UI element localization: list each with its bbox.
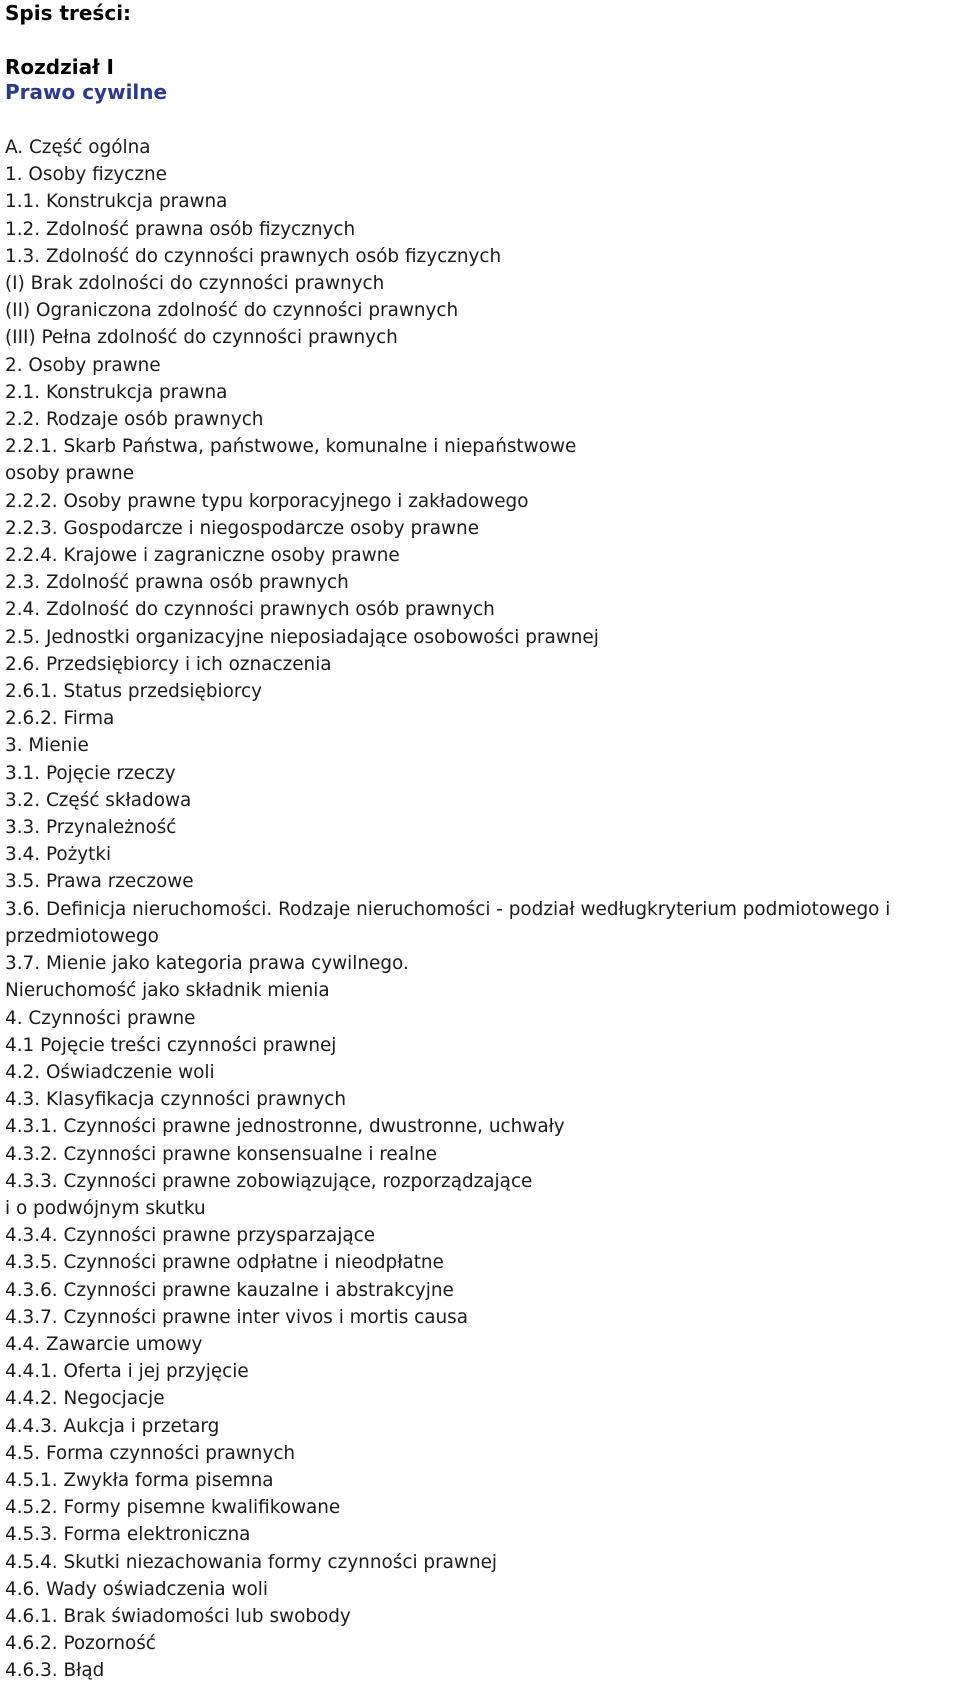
toc-entry: 4.6.2. Pozorność <box>5 1633 156 1655</box>
toc-entry: A. Część ogólna <box>5 137 151 158</box>
toc-entry: 2.6.2. Firma <box>5 708 115 730</box>
toc-entry: 2.6. Przedsiębiorcy i ich oznaczenia <box>5 653 332 675</box>
toc-entry: 2. Osoby prawne <box>5 354 161 376</box>
toc-entry: 4.5.3. Forma elektroniczna <box>5 1524 251 1546</box>
toc-entry: 4.4.3. Aukcja i przetarg <box>5 1415 220 1437</box>
toc-heading: Spis treści: <box>5 1 132 25</box>
toc-entry: 2.2.4. Krajowe i zagraniczne osoby prawne <box>5 545 400 567</box>
toc-entry: Nieruchomość jako składnik mienia <box>5 980 330 1002</box>
toc-entry: 4.3.6. Czynności prawne kauzalne i abstrakcyjne <box>5 1279 454 1301</box>
toc-entry: przedmiotowego <box>5 925 159 947</box>
toc-entry: 4.3.1. Czynności prawne jednostronne, dwustronne, uchwały <box>5 1116 565 1138</box>
toc-entry: 4.3.7. Czynności prawne inter vivos i mortis causa <box>5 1306 469 1328</box>
toc-entry: 1.3. Zdolność do czynności prawnych osób fizycznych <box>5 245 502 267</box>
chapter-label: Rozdział I <box>5 55 114 79</box>
toc-entry: 2.5. Jednostki organizacyjne nieposiadające osobowości prawnej <box>5 626 599 648</box>
toc-entry: 2.2.3. Gospodarcze i niegospodarcze osoby prawne <box>5 517 480 539</box>
toc-entry: osoby prawne <box>5 463 135 485</box>
toc-entry: 4.3. Klasyfikacja czynności prawnych <box>5 1089 347 1111</box>
toc-entry: 4.3.5. Czynności prawne odpłatne i nieodpłatne <box>5 1252 444 1274</box>
toc-entry: 4.3.2. Czynności prawne konsensualne i realne <box>5 1143 438 1165</box>
toc-entry: 1.2. Zdolność prawna osób fizycznych <box>5 218 356 240</box>
toc-entry: 2.2.2. Osoby prawne typu korporacyjnego i zakładowego <box>5 490 529 512</box>
toc-entry: 4.6. Wady oświadczenia woli <box>5 1578 269 1600</box>
toc-entry: 4.2. Oświadczenie woli <box>5 1061 215 1083</box>
toc-entry: 2.3. Zdolność prawna osób prawnych <box>5 572 349 594</box>
toc-entry: 2.4. Zdolność do czynności prawnych osób prawnych <box>5 599 495 621</box>
toc-entry-list <box>5 134 955 1685</box>
toc-entry: 3.5. Prawa rzeczowe <box>5 871 194 893</box>
toc-entry: 3. Mienie <box>5 735 89 757</box>
toc-entry: 2.2.1. Skarb Państwa, państwowe, komunalne i niepaństwowe <box>5 436 577 458</box>
toc-entry: 2.2. Rodzaje osób prawnych <box>5 409 264 431</box>
toc-entry: 4. Czynności prawne <box>5 1007 196 1029</box>
toc-entry: 1. Osoby fizyczne <box>5 164 167 186</box>
toc-entry: 4.4.2. Negocjacje <box>5 1388 165 1410</box>
toc-entry: 2.1. Konstrukcja prawna <box>5 381 228 403</box>
toc-entry: 4.5.1. Zwykła forma pisemna <box>5 1469 274 1491</box>
toc-entry: 3.2. Część składowa <box>5 789 192 811</box>
toc-entry: 3.3. Przynależność <box>5 817 177 839</box>
toc-entry: 4.3.4. Czynności prawne przysparzające <box>5 1225 376 1247</box>
toc-entry: (I) Brak zdolności do czynności prawnych <box>5 273 385 295</box>
toc-entry: 3.1. Pojęcie rzeczy <box>5 762 176 784</box>
toc-entry: 3.7. Mienie jako kategoria prawa cywilnego. <box>5 953 409 975</box>
toc-entry: 4.4.1. Oferta i jej przyjęcie <box>5 1361 249 1383</box>
toc-entry: i o podwójnym skutku <box>5 1197 206 1219</box>
toc-entry: 4.5.2. Formy pisemne kwalifikowane <box>5 1497 341 1519</box>
toc-entry: (II) Ograniczona zdolność do czynności prawnych <box>5 300 459 322</box>
toc-entry: (III) Pełna zdolność do czynności prawnych <box>5 327 398 349</box>
chapter-title: Prawo cywilne <box>5 80 168 104</box>
toc-entry: 4.5.4. Skutki niezachowania formy czynności prawnej <box>5 1551 498 1573</box>
toc-entry: 3.6. Definicja nieruchomości. Rodzaje nieruchomości - podział wedługkryterium podmiotowego i <box>5 898 891 920</box>
toc-entry: 4.5. Forma czynności prawnych <box>5 1442 296 1464</box>
toc-entry: 1.1. Konstrukcja prawna <box>5 191 228 213</box>
toc-entry: 4.6.1. Brak świadomości lub swobody <box>5 1605 351 1627</box>
toc-entry: 4.1 Pojęcie treści czynności prawnej <box>5 1034 337 1056</box>
toc-entry: 4.6.3. Błąd <box>5 1660 105 1682</box>
toc-entry: 3.4. Pożytki <box>5 844 112 866</box>
toc-entry: 4.4. Zawarcie umowy <box>5 1333 203 1355</box>
toc-entry: 2.6.1. Status przedsiębiorcy <box>5 681 263 703</box>
toc-entry: 4.3.3. Czynności prawne zobowiązujące, rozporządzające <box>5 1170 533 1192</box>
